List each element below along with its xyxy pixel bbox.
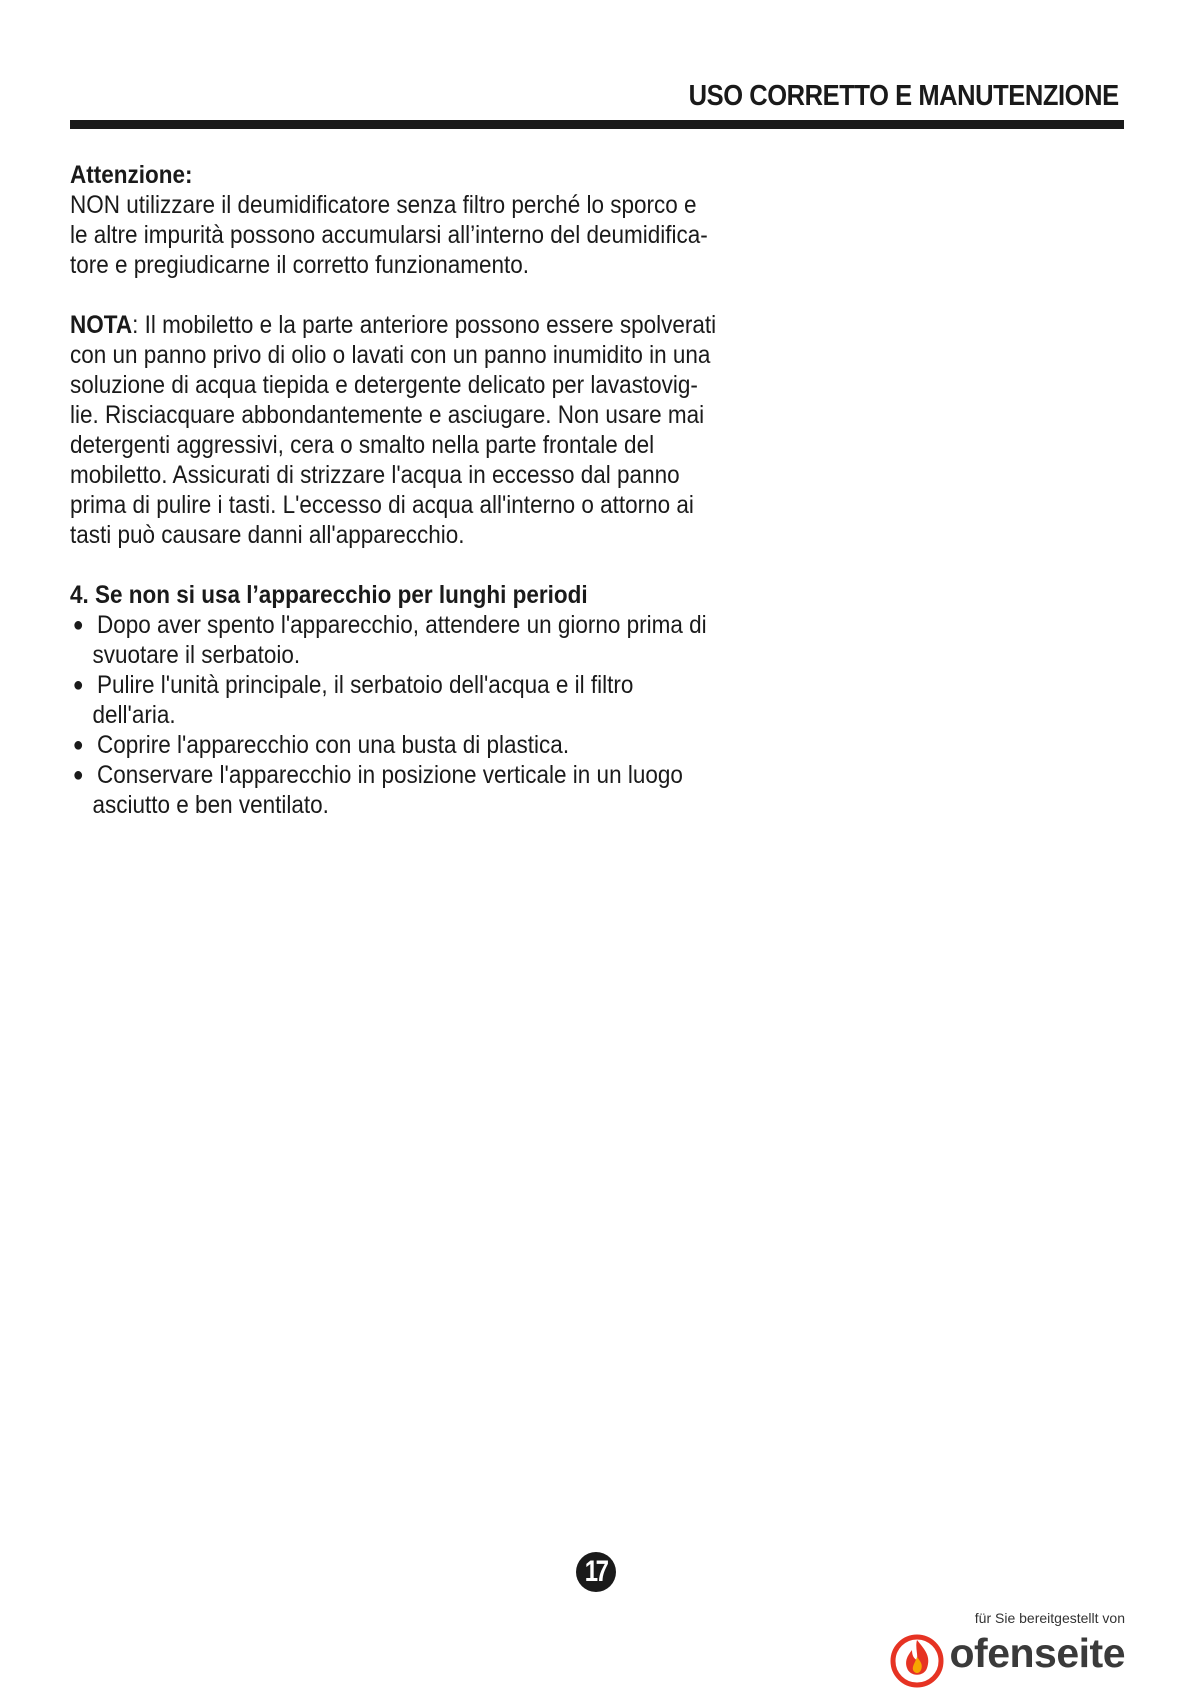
list-item [70, 610, 770, 670]
note-line: lie. Risciacquare abbondantemente e asciugare. Non usare mai [70, 401, 705, 429]
note-line: tasti può causare danni all'apparecchio. [70, 521, 465, 549]
brand-name: ofenseite [949, 1630, 1125, 1676]
list-item-line: svuotare il serbatoio. [92, 641, 301, 669]
note-label: NOTA [70, 311, 133, 339]
document-body [70, 160, 770, 820]
brand-footer [865, 1610, 1125, 1684]
note-block [70, 310, 770, 550]
section-4-heading: 4. Se non si usa l’apparecchio per lunghi periodi [70, 581, 588, 609]
note-line: con un panno privo di olio o lavati con un panno inumidito in una [70, 341, 711, 369]
note-first-line-text: : Il mobiletto e la parte anteriore possono essere spolverati [132, 311, 717, 339]
warning-line: NON utilizzare il deumidificatore senza filtro perché lo sporco e [70, 191, 697, 219]
section-4-list [70, 610, 770, 820]
note-line: detergenti aggressivi, cera o smalto nella parte frontale del [70, 431, 655, 459]
bullet-icon: ● [72, 764, 84, 786]
list-item [70, 670, 770, 730]
page-header-title: USO CORRETTO E MANUTENZIONE [688, 80, 1119, 112]
list-item-line: Pulire l'unità principale, il serbatoio dell'acqua e il filtro [97, 671, 634, 699]
warning-block [70, 160, 770, 280]
warning-line: tore e pregiudicarne il corretto funzionamento. [70, 251, 530, 279]
bullet-icon: ● [72, 614, 84, 636]
section-4 [70, 580, 770, 820]
list-item-line: Dopo aver spento l'apparecchio, attendere un giorno prima di [97, 611, 707, 639]
page-number-text: 17 [585, 1555, 607, 1588]
page-number [576, 1552, 616, 1592]
warning-line: le altre impurità possono accumularsi all’interno del deumidifica- [70, 221, 708, 249]
header-rule [70, 120, 1124, 129]
warning-heading: Attenzione: [70, 161, 193, 189]
list-item [70, 760, 770, 820]
note-line: prima di pulire i tasti. L'eccesso di acqua all'interno o attorno ai [70, 491, 694, 519]
flame-logo-icon [887, 1630, 947, 1688]
brand-caption: für Sie bereitgestellt von [974, 1610, 1125, 1626]
bullet-icon: ● [72, 734, 84, 756]
list-item-line: Coprire l'apparecchio con una busta di plastica. [97, 731, 570, 759]
bullet-icon: ● [72, 674, 84, 696]
note-line: soluzione di acqua tiepida e detergente delicato per lavastovig- [70, 371, 698, 399]
list-item-line: Conservare l'apparecchio in posizione verticale in un luogo [97, 761, 683, 789]
list-item-line: asciutto e ben ventilato. [92, 791, 329, 819]
list-item [70, 730, 770, 760]
note-line: mobiletto. Assicurati di strizzare l'acqua in eccesso dal panno [70, 461, 680, 489]
note-first-line [70, 310, 770, 340]
list-item-line: dell'aria. [92, 701, 176, 729]
